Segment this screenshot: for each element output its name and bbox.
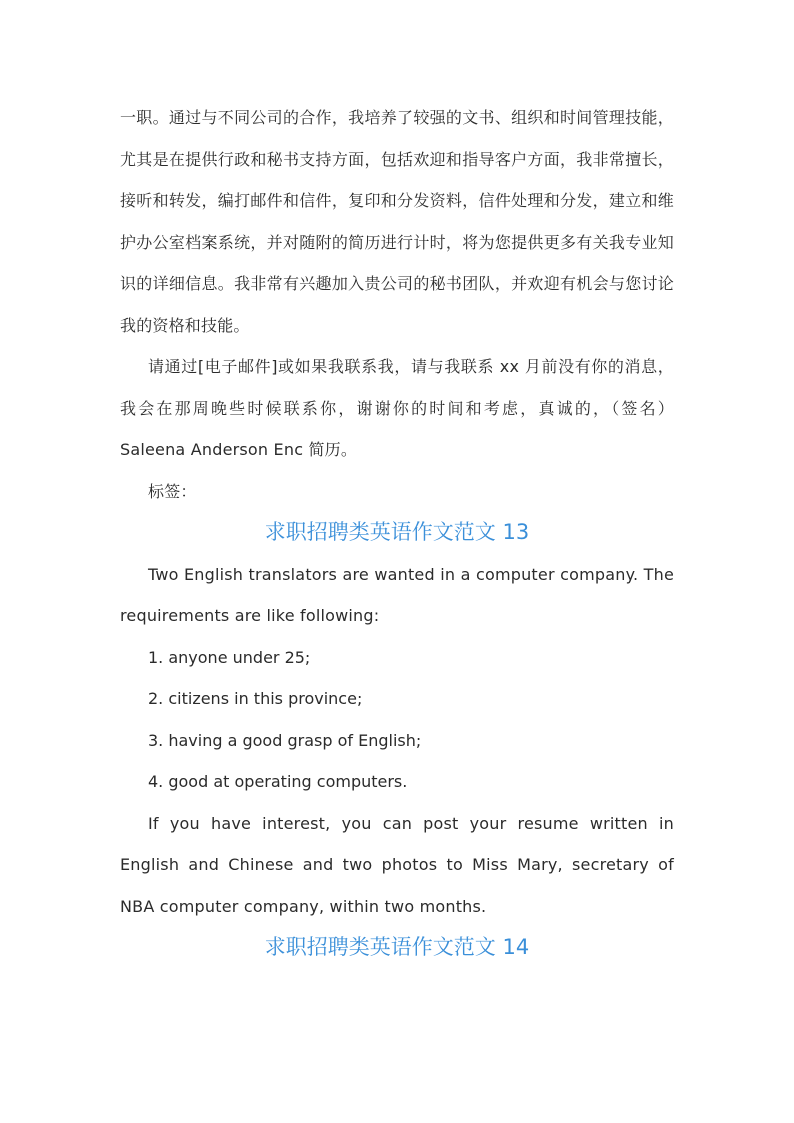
job-ad-intro: Two English translators are wanted in a computer company. The requirements are like following: — [120, 564, 674, 625]
requirement-item-4: 4. good at operating computers. — [148, 772, 408, 791]
section-heading-14: 求职招聘类英语作文范文 14 — [264, 935, 530, 959]
job-ad-closing: If you have interest, you can post your resume written in English and Chinese and two photos to Miss Mary, secretary of NBA computer company, within two months. — [120, 813, 674, 916]
requirement-item-2: 2. citizens in this province; — [148, 689, 363, 708]
requirement-item-1: 1. anyone under 25; — [148, 647, 311, 667]
paragraph-contact-closing: 请通过[电子邮件]或如果我联系我，请与我联系 xx 月前没有你的消息，我会在那周晚些时候联系你，谢谢你的时间和考虑，真诚的，（签名）Saleena Anderson Enc 简历。 — [120, 357, 674, 459]
requirement-item-3: 3. having a good grasp of English; — [148, 730, 422, 750]
section-heading-13: 求职招聘类英语作文范文 13 — [264, 520, 530, 544]
paragraph-cover-letter-body: 一职。通过与不同公司的合作，我培养了较强的文书、组织和时间管理技能，尤其是在提供行政和秘书支持方面，包括欢迎和指导客户方面，我非常擅长，接听和转发，编打邮件和信件，复印和分发资料，信件处理和分发，建立和维护办公室档案系统，并对随附的简历进行计时，将为您提供更多有关我专业知识的详细信息。我非常有兴趣加入贵公司的秘书团队，并欢迎有机会与您讨论我的资格和技能。 — [120, 108, 674, 335]
tags-label: 标签： — [148, 481, 197, 501]
document-body — [120, 97, 674, 969]
